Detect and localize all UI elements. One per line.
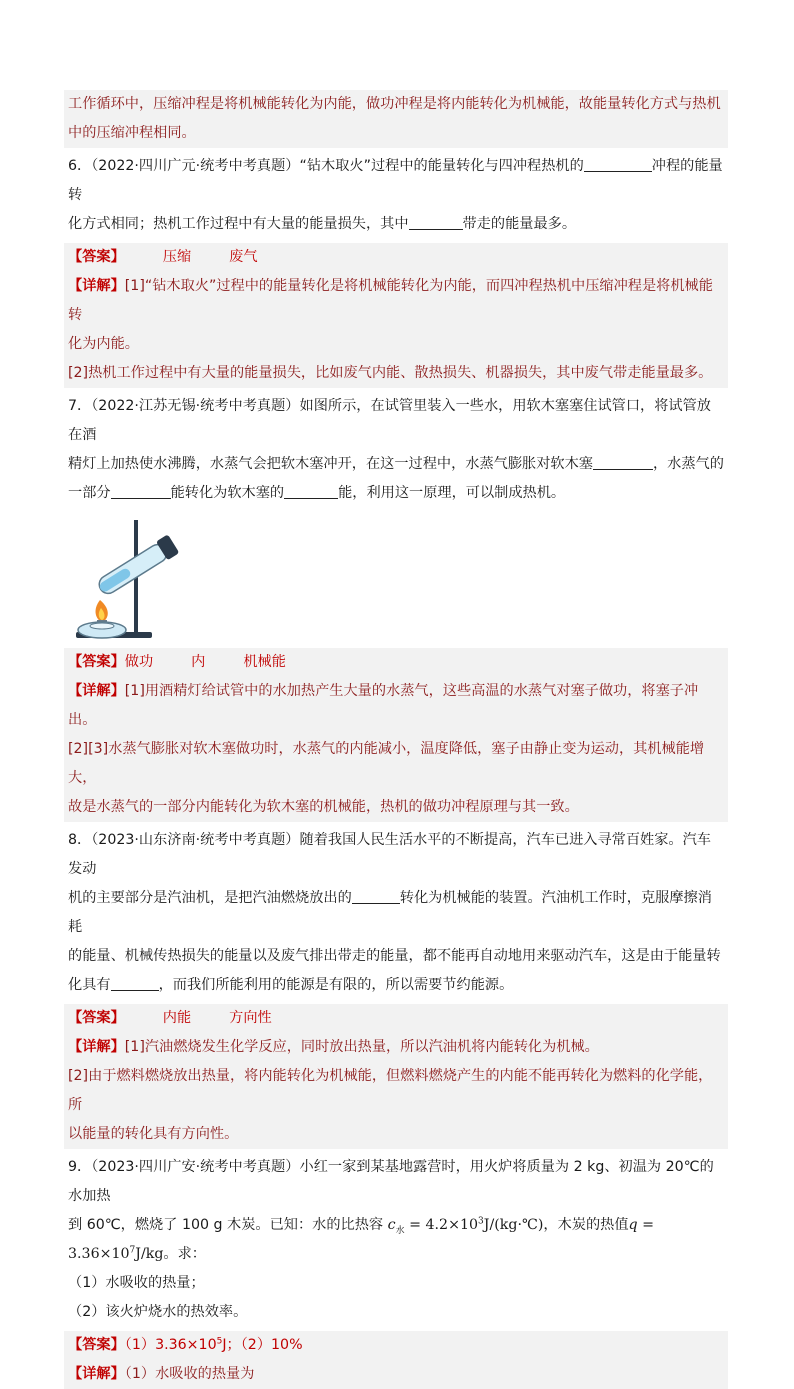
formula-value: = 4.2×10 [404,1217,479,1233]
q9-answer [64,1331,728,1360]
formula-symbol: c [387,1217,396,1233]
answer-blank-2 [409,212,463,230]
detail-text: [2]热机工作过程中有大量的能量损失，比如废气内能、散热损失、机器损失，其中废气带走能量最多。 [68,365,713,381]
question-source: （2023·山东济南·统考中考真题） [91,832,300,848]
question-text: 转化为机械能的装置。汽油机工作时，克服摩擦消耗 [68,890,712,935]
q8-detail [64,1033,728,1149]
answer-value: 机械能 [243,654,286,670]
formula-value: = 3.36×10 [68,1217,655,1262]
detail-tag: 【详解】 [68,1039,125,1055]
sub-question-1: （1）水吸收的热量； [68,1275,205,1291]
detail-text: 故是水蒸气的一部分内能转化为软木塞的机械能，热机的做功冲程原理与其一致。 [68,799,579,815]
q7-answer [64,648,728,677]
question-text: 小红一家到某基地露营时，用火炉将质量为 2 kg、初温为 20℃的水加热 [68,1159,714,1204]
answer-exponent: 5 [216,1336,223,1347]
formula-symbol: q [628,1217,638,1233]
question-number: 6． [68,158,92,174]
answer-tag: 【答案】 [68,1337,125,1353]
answer-value: 10% [271,1337,303,1353]
question-text: 能转化为软木塞的 [170,485,285,501]
sub-question-2: （2）该火炉烧水的热效率。 [68,1304,248,1320]
answer-blank-1 [352,886,400,904]
detail-text: [1]用酒精灯给试管中的水加热产生大量的水蒸气，这些高温的水蒸气对塞子做功，将塞子冲出。 [68,683,699,728]
detail-text: [1]汽油燃烧发生化学反应，同时放出热量，所以汽油机将内能转化为机械。 [124,1039,599,1055]
detail-text: 化为内能。 [68,336,139,352]
question-source: （2022·四川广元·统考中考真题） [91,158,300,174]
answer-value: 方向性 [229,1010,272,1026]
question-number: 9． [68,1159,92,1175]
question-text: 精灯上加热使水沸腾，水蒸气会把软木塞冲开，在这一过程中，水蒸气膨胀对软木塞 [68,456,593,472]
question-text: 能，利用这一原理，可以制成热机。 [338,485,566,501]
question-text: 的能量、机械传热损失的能量以及废气排出带走的能量，都不能再自动地用来驱动汽车，这是由于能量转 [68,948,721,964]
alcohol-lamp-illustration [70,512,200,646]
answer-value: 废气 [229,249,258,265]
question-text: 一部分 [68,485,111,501]
question-text: “钻木取火”过程中的能量转化与四冲程热机的 [299,158,584,174]
formula-exponent: 7 [129,1245,136,1256]
q6-detail [64,272,728,388]
detail-text: （1）水吸收的热量为 [124,1366,255,1382]
answer-unit: J [222,1337,227,1353]
formula-unit: J/kg [135,1246,164,1262]
question-text: ，木炭的热值 [543,1217,629,1233]
question-text: 如图所示，在试管里装入一些水，用软木塞塞住试管口，将试管放在酒 [68,398,711,443]
answer-value: 内能 [162,1010,192,1026]
answer-part-label: （1） [124,1337,156,1353]
q7-detail [64,677,728,822]
question-number: 8． [68,832,92,848]
detail-tag: 【详解】 [68,683,125,699]
question-text: 机的主要部分是汽油机，是把汽油燃烧放出的 [68,890,352,906]
question-source: （2023·四川广安·统考中考真题） [91,1159,300,1175]
q9-detail [64,1360,728,1389]
formula-subscript: 水 [395,1225,405,1236]
answer-tag: 【答案】 [68,249,125,265]
q6-answer [64,243,728,272]
question-7 [68,392,724,508]
q5-detail-line: 工作循环中，压缩冲程是将机械能转化为内能，做功冲程是将内能转化为机械能，故能量转化方式与热机 [68,96,721,112]
answer-blank-2 [111,973,159,991]
question-text: ，而我们所能利用的能源是有限的，所以需要节约能源。 [158,977,514,993]
question-text: 化方式相同；热机工作过程中有大量的能量损失，其中 [68,216,409,232]
answer-tag: 【答案】 [68,1010,125,1026]
answer-blank-1 [593,452,653,470]
question-text: 到 60℃，燃烧了 100 g 木炭。已知：水的比热容 [68,1217,384,1233]
answer-value: 内 [191,654,206,670]
formula-exponent: 3 [478,1216,484,1227]
q8-answer [64,1004,728,1033]
answer-tag: 【答案】 [68,654,125,670]
detail-tag: 【详解】 [68,278,125,294]
answer-value: 压缩 [162,249,192,265]
figure-alcohol-lamp-test-tube [68,508,724,648]
question-number: 7． [68,398,92,414]
detail-text: [2]由于燃料燃烧放出热量，将内能转化为机械能，但燃料燃烧产生的内能不能再转化为燃料的化学能，所 [68,1068,713,1113]
answer-blank-3 [284,481,338,499]
q5-detail-continuation [64,90,728,148]
question-6 [68,152,724,239]
question-text: 冲程的能量转 [68,158,723,203]
detail-text: [2][3]水蒸气膨胀对软木塞做功时，水蒸气的内能减小，温度降低，塞子由静止变为运动，其机械能增大， [68,741,705,786]
question-source: （2022·江苏无锡·统考中考真题） [91,398,300,414]
question-text: 带走的能量最多。 [462,216,577,232]
detail-text: 以能量的转化具有方向性。 [68,1126,239,1142]
answer-blank-1 [584,154,652,172]
question-text: ，水蒸气的 [652,456,724,472]
q5-detail-line: 中的压缩冲程相同。 [68,125,196,141]
question-9 [68,1153,724,1327]
answer-blank-2 [111,481,171,499]
answer-part-label: ；（2） [226,1337,272,1353]
formula-specific-heat [387,1216,544,1236]
question-8 [68,826,724,1000]
question-text: 。求： [163,1246,206,1262]
question-text: 化具有 [68,977,111,993]
formula-unit: J/(kg·℃) [483,1217,544,1233]
detail-tag: 【详解】 [68,1366,125,1382]
answer-value: 3.36×10 [155,1337,217,1353]
document-page [68,90,724,1389]
question-text: 随着我国人民生活水平的不断提高，汽车已进入寻常百姓家。汽车发动 [68,832,711,877]
answer-value: 做功 [124,654,154,670]
detail-text: [1]“钻木取火”过程中的能量转化是将机械能转化为内能，而四冲程热机中压缩冲程是将机械能转 [68,278,713,323]
